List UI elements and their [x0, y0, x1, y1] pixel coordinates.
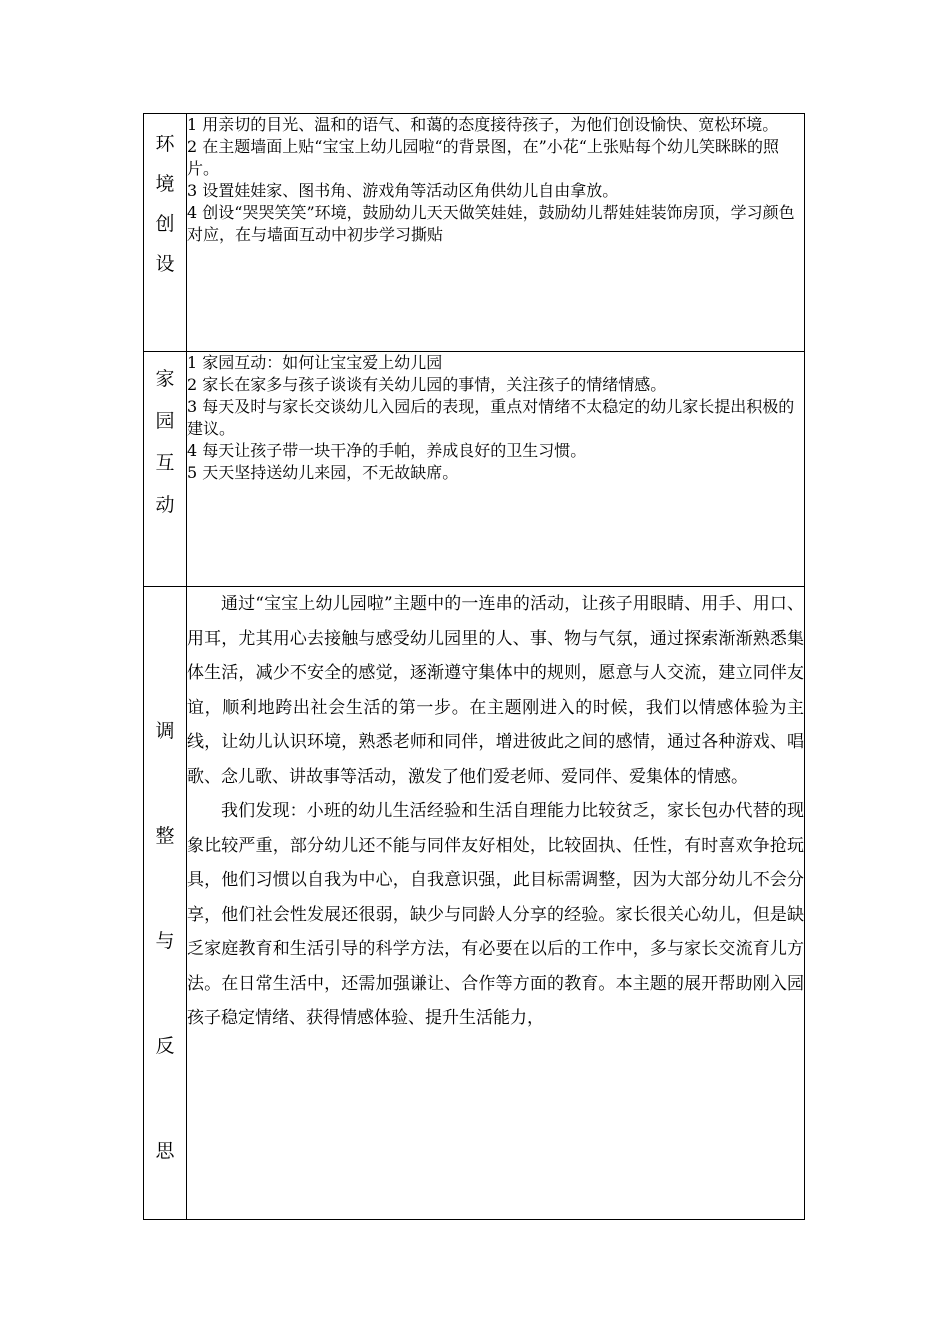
- label-char: 设: [155, 253, 175, 275]
- label-char: 反: [155, 1035, 175, 1057]
- reflection-label: [144, 587, 186, 1204]
- environment-row: [144, 114, 805, 352]
- environment-label: [144, 114, 186, 284]
- environment-item: 4 创设“哭哭笑笑”环境，鼓励幼儿天天做笑娃娃，鼓励幼儿帮娃娃装饰房顶，学习颜色对应，在与墙面互动中初步学习撕贴: [187, 203, 795, 244]
- home-interaction-label: [144, 352, 186, 526]
- label-char: 思: [155, 1140, 175, 1162]
- label-char: 动: [155, 494, 175, 516]
- home-interaction-row: [144, 352, 805, 587]
- label-char: 创: [155, 213, 175, 235]
- label-char: 家: [155, 368, 175, 390]
- label-char: 整: [155, 825, 175, 847]
- plan-table: [143, 113, 805, 1220]
- label-char: 调: [155, 720, 175, 742]
- home-interaction-item: 3 每天及时与家长交谈幼儿入园后的表现，重点对情绪不太稳定的幼儿家长提出积极的建议。: [187, 397, 795, 438]
- home-interaction-item: 2 家长在家多与孩子谈谈有关幼儿园的事情，关注孩子的情绪情感。: [187, 375, 667, 394]
- environment-item: 3 设置娃娃家、图书角、游戏角等活动区角供幼儿自由拿放。: [187, 181, 619, 200]
- label-char: 园: [155, 410, 175, 432]
- home-interaction-label-cell: [144, 352, 187, 587]
- label-char: 与: [155, 930, 175, 952]
- reflection-paragraph: 通过“宝宝上幼儿园啦”主题中的一连串的活动，让孩子用眼睛、用手、用口、用耳，尤其用心去接触与感受幼儿园里的人、事、物与气氛，通过探索渐渐熟悉集体生活，减少不安全的感觉，逐渐遵守集体中的规则，愿意与人交流，建立同伴友谊，顺利地跨出社会生活的第一步。在主题刚进入的时候，我们以情感体验为主线，让幼儿认识环境，熟悉老师和同伴，增进彼此之间的感情，通过各种游戏、唱歌、念儿歌、讲故事等活动，激发了他们爱老师、爱同伴、爱集体的情感。: [187, 594, 804, 787]
- home-interaction-item: 1 家园互动：如何让宝宝爱上幼儿园: [187, 353, 443, 372]
- label-char: 互: [155, 452, 175, 474]
- home-interaction-content: [187, 352, 805, 587]
- home-interaction-item: 5 天天坚持送幼儿来园，不无故缺席。: [187, 463, 459, 482]
- home-interaction-item: 4 每天让孩子带一块干净的手帕，养成良好的卫生习惯。: [187, 441, 587, 460]
- reflection-label-cell: [144, 587, 187, 1220]
- environment-item: 1 用亲切的目光、温和的语气、和蔼的态度接待孩子，为他们创设愉快、宽松环境。: [187, 115, 779, 134]
- label-char: 境: [155, 173, 175, 195]
- reflection-row: [144, 587, 805, 1220]
- reflection-content: [187, 587, 805, 1220]
- reflection-paragraph: 我们发现：小班的幼儿生活经验和生活自理能力比较贫乏，家长包办代替的现象比较严重，部分幼儿还不能与同伴友好相处，比较固执、任性，有时喜欢争抢玩具，他们习惯以自我为中心，自我意识强，此目标需调整，因为大部分幼儿不会分享，他们社会性发展还很弱，缺少与同龄人分享的经验。家长很关心幼儿，但是缺乏家庭教育和生活引导的科学方法，有必要在以后的工作中，多与家长交流育儿方法。在日常生活中，还需加强谦让、合作等方面的教育。本主题的展开帮助刚入园孩子稳定情绪、获得情感体验、提升生活能力，: [187, 801, 804, 1028]
- environment-item: 2 在主题墙面上贴“宝宝上幼儿园啦“的背景图，在”小花“上张贴每个幼儿笑眯眯的照片。: [187, 137, 779, 178]
- environment-content: [187, 114, 805, 352]
- label-char: 环: [155, 133, 175, 155]
- environment-label-cell: [144, 114, 187, 352]
